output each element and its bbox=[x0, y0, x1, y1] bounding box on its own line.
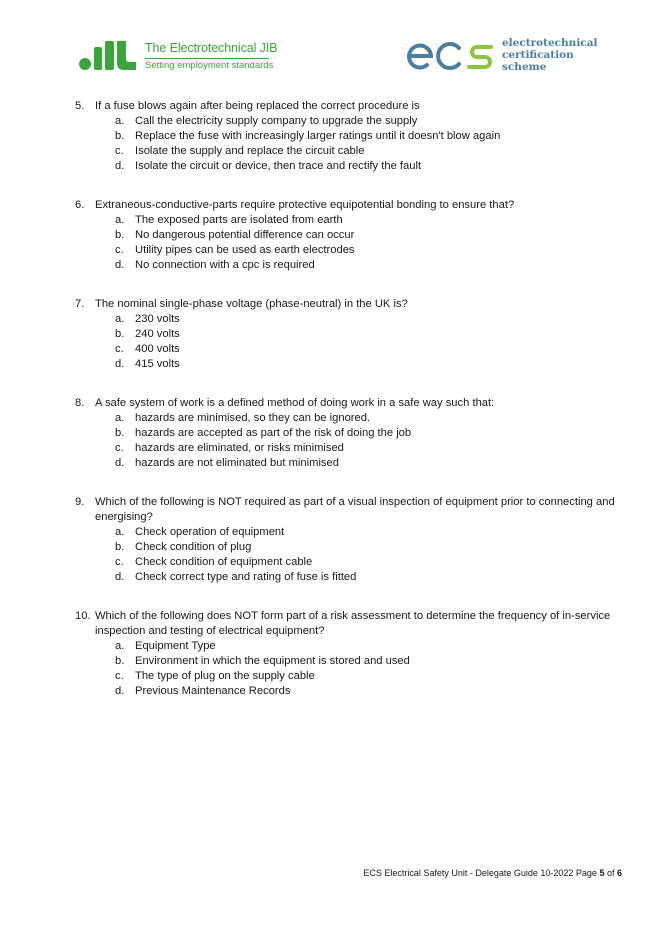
option-letter: d. bbox=[115, 358, 125, 370]
ecs-line-1: electrotechnical bbox=[502, 37, 598, 49]
ecs-logo-text bbox=[502, 37, 598, 73]
option-text: 415 volts bbox=[135, 358, 180, 370]
question-stem bbox=[0, 495, 662, 525]
question-number: 5. bbox=[75, 100, 85, 112]
ecs-logo-icon bbox=[405, 39, 497, 73]
option-letter: a. bbox=[115, 526, 125, 538]
footer-text: ECS Electrical Safety Unit - Delegate Guide 10-2022 Page bbox=[363, 868, 600, 878]
ecs-line-2: certification bbox=[502, 49, 574, 61]
question-number: 9. bbox=[75, 496, 85, 508]
answer-option bbox=[0, 312, 662, 327]
question-number: 7. bbox=[75, 298, 85, 310]
option-letter: d. bbox=[115, 571, 125, 583]
question-list bbox=[0, 99, 662, 723]
option-letter: c. bbox=[115, 145, 124, 157]
answer-option bbox=[0, 555, 662, 570]
option-text: 240 volts bbox=[135, 328, 180, 340]
answer-option bbox=[0, 243, 662, 258]
option-text: Isolate the supply and replace the circuit cable bbox=[135, 145, 365, 157]
question-text: Which of the following does NOT form part of a risk assessment to determine the frequency of in-service inspection and testing of electrical equipment? bbox=[95, 610, 611, 637]
option-text: No dangerous potential difference can occur bbox=[135, 229, 355, 241]
question-stem bbox=[0, 297, 662, 312]
answer-option bbox=[0, 357, 662, 372]
question-number: 8. bbox=[75, 397, 85, 409]
option-letter: c. bbox=[115, 343, 124, 355]
answer-option bbox=[0, 426, 662, 441]
option-letter: a. bbox=[115, 412, 125, 424]
answer-option bbox=[0, 669, 662, 684]
option-text: 230 volts bbox=[135, 313, 180, 325]
option-text: Environment in which the equipment is stored and used bbox=[135, 655, 410, 667]
answer-option bbox=[0, 411, 662, 426]
footer-page-number: 5 bbox=[599, 868, 605, 878]
option-text: Check condition of equipment cable bbox=[135, 556, 313, 568]
option-text: Equipment Type bbox=[135, 640, 216, 652]
option-text: hazards are minimised, so they can be ignored. bbox=[135, 412, 371, 424]
question-stem bbox=[0, 198, 662, 213]
option-letter: b. bbox=[115, 655, 125, 667]
answer-option bbox=[0, 570, 662, 585]
option-text: Check operation of equipment bbox=[135, 526, 285, 538]
option-letter: b. bbox=[115, 427, 125, 439]
option-text: No connection with a cpc is required bbox=[135, 259, 315, 271]
footer-page-total: 6 bbox=[616, 868, 622, 878]
question-stem bbox=[0, 396, 662, 411]
option-letter: a. bbox=[115, 214, 125, 226]
answer-option bbox=[0, 144, 662, 159]
answer-option bbox=[0, 441, 662, 456]
option-letter: d. bbox=[115, 160, 125, 172]
answer-option bbox=[0, 540, 662, 555]
answer-option bbox=[0, 114, 662, 129]
option-letter: a. bbox=[115, 115, 125, 127]
option-letter: a. bbox=[115, 640, 125, 652]
answer-option bbox=[0, 159, 662, 174]
question-text: Extraneous-conductive-parts require protective equipotential bonding to ensure that? bbox=[95, 199, 515, 211]
question-text: The nominal single-phase voltage (phase-neutral) in the UK is? bbox=[95, 298, 408, 310]
question-text: If a fuse blows again after being replaced the correct procedure is bbox=[95, 100, 420, 112]
question-5 bbox=[0, 609, 662, 699]
option-text: hazards are not eliminated but minimised bbox=[135, 457, 339, 469]
option-letter: b. bbox=[115, 541, 125, 553]
question-number: 10. bbox=[75, 610, 91, 622]
question-1 bbox=[0, 198, 662, 273]
answer-option bbox=[0, 213, 662, 228]
option-letter: d. bbox=[115, 457, 125, 469]
option-letter: b. bbox=[115, 130, 125, 142]
question-0 bbox=[0, 99, 662, 174]
question-text: Which of the following is NOT required as part of a visual inspection of equipment prior to connecting and energising? bbox=[95, 496, 615, 523]
option-text: Call the electricity supply company to upgrade the supply bbox=[135, 115, 418, 127]
answer-option bbox=[0, 327, 662, 342]
option-letter: a. bbox=[115, 313, 125, 325]
option-text: Replace the fuse with increasingly larger ratings until it doesn't blow again bbox=[135, 130, 501, 142]
answer-options bbox=[0, 525, 662, 585]
answer-options bbox=[0, 213, 662, 273]
option-letter: d. bbox=[115, 259, 125, 271]
answer-options bbox=[0, 411, 662, 471]
ecs-line-3: scheme bbox=[502, 61, 547, 73]
option-text: hazards are eliminated, or risks minimised bbox=[135, 442, 344, 454]
answer-option bbox=[0, 342, 662, 357]
answer-options bbox=[0, 639, 662, 699]
question-stem bbox=[0, 609, 662, 639]
option-text: Previous Maintenance Records bbox=[135, 685, 291, 697]
answer-option bbox=[0, 639, 662, 654]
jib-divider bbox=[145, 58, 269, 59]
answer-options bbox=[0, 114, 662, 174]
option-text: Check correct type and rating of fuse is fitted bbox=[135, 571, 357, 583]
option-text: Check condition of plug bbox=[135, 541, 252, 553]
option-letter: b. bbox=[115, 328, 125, 340]
jib-subtitle: Setting employment standards bbox=[145, 60, 274, 71]
answer-option bbox=[0, 684, 662, 699]
footer-of: of bbox=[604, 868, 617, 878]
option-text: Utility pipes can be used as earth electrodes bbox=[135, 244, 355, 256]
option-letter: c. bbox=[115, 244, 124, 256]
answer-option bbox=[0, 525, 662, 540]
option-letter: d. bbox=[115, 685, 125, 697]
ecs-logo bbox=[405, 37, 605, 77]
answer-option bbox=[0, 129, 662, 144]
option-text: The type of plug on the supply cable bbox=[135, 670, 315, 682]
jib-title: The Electrotechnical JIB bbox=[145, 41, 278, 55]
option-letter: c. bbox=[115, 442, 124, 454]
answer-option bbox=[0, 654, 662, 669]
option-text: 400 volts bbox=[135, 343, 180, 355]
answer-option bbox=[0, 456, 662, 471]
jib-logo-icon bbox=[78, 39, 138, 71]
option-text: hazards are accepted as part of the risk of doing the job bbox=[135, 427, 412, 439]
answer-options bbox=[0, 312, 662, 372]
question-text: A safe system of work is a defined method of doing work in a safe way such that: bbox=[95, 397, 495, 409]
question-2 bbox=[0, 297, 662, 372]
question-3 bbox=[0, 396, 662, 471]
question-number: 6. bbox=[75, 199, 85, 211]
option-letter: c. bbox=[115, 556, 124, 568]
jib-logo bbox=[78, 39, 278, 73]
question-4 bbox=[0, 495, 662, 585]
page-footer bbox=[363, 868, 622, 878]
option-letter: b. bbox=[115, 229, 125, 241]
answer-option bbox=[0, 228, 662, 243]
option-text: Isolate the circuit or device, then trace and rectify the fault bbox=[135, 160, 422, 172]
option-letter: c. bbox=[115, 670, 124, 682]
question-stem bbox=[0, 99, 662, 114]
answer-option bbox=[0, 258, 662, 273]
option-text: The exposed parts are isolated from earth bbox=[135, 214, 343, 226]
